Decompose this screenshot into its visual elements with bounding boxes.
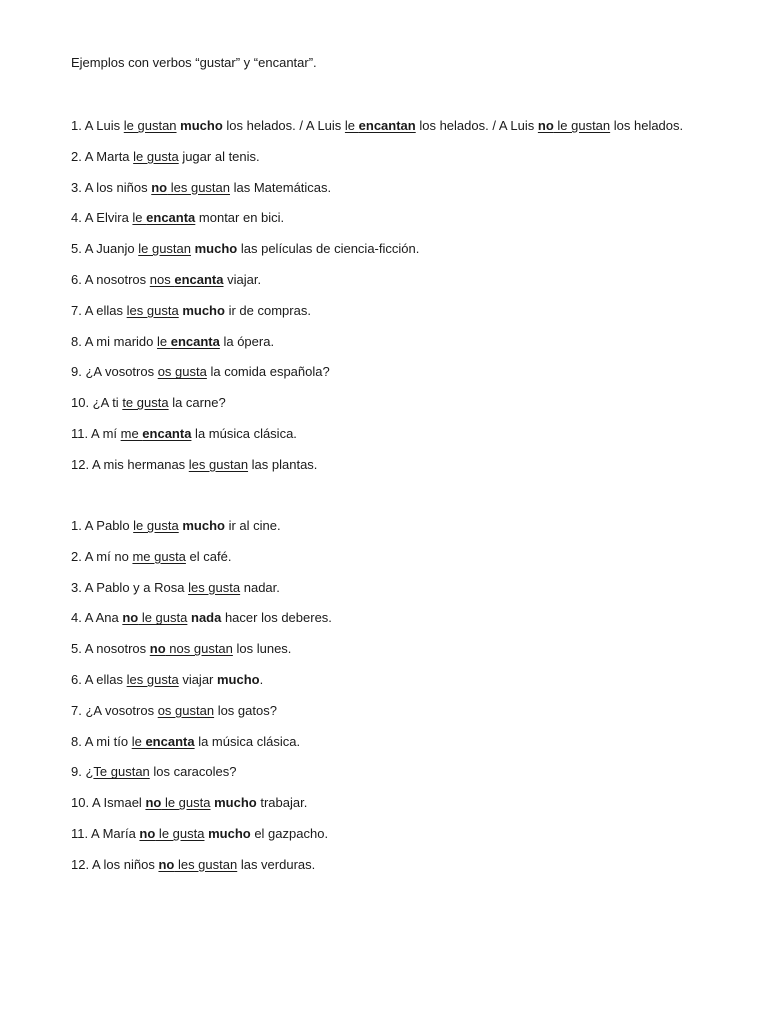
sentence-text: 8. A mi marido	[71, 333, 157, 349]
verb-phrase: les gusta	[126, 671, 179, 687]
sentence-text: 2. A Marta	[71, 148, 134, 164]
emphasis-word: nada	[191, 610, 222, 626]
example-sentence	[71, 609, 332, 640]
sentence-text: 5. A Juanjo	[71, 241, 139, 257]
example-sentence	[71, 794, 332, 825]
sentence-text: trabajar.	[256, 795, 308, 811]
sentence-text: 1. A Luis	[71, 118, 124, 133]
verb-phrase: le gusta	[155, 825, 205, 841]
sentence-text: las Matemáticas.	[230, 179, 332, 195]
example-sentence	[71, 456, 683, 487]
sentence-text: los gatos?	[214, 702, 277, 718]
verb-phrase: le	[132, 210, 147, 226]
sentence-text: 7. A ellas	[71, 302, 127, 318]
example-sentence	[71, 733, 332, 764]
emphasis-word: mucho	[180, 118, 223, 133]
example-sentence	[71, 148, 683, 179]
verb-phrase: le	[156, 333, 171, 349]
verb-phrase: nos	[149, 271, 175, 287]
document-title: Ejemplos con verbos “gustar” y “encantar”.	[71, 55, 317, 70]
example-sentence	[71, 209, 683, 240]
example-sentence	[71, 117, 683, 148]
sentence-text: la carne?	[168, 395, 226, 411]
sentence-text: jugar al tenis.	[178, 148, 260, 164]
sentence-text: 12. A mis hermanas	[71, 456, 189, 472]
sentence-text: el gazpacho.	[250, 825, 329, 841]
verb-phrase-emphasis: encanta	[142, 425, 192, 441]
verb-phrase-emphasis: encantan	[358, 118, 416, 133]
verb-phrase-emphasis: encanta	[145, 733, 195, 749]
sentence-text: hacer los deberes.	[221, 610, 332, 626]
verb-phrase: le gustan	[123, 118, 177, 133]
sentence-text: 4. A Ana	[71, 610, 123, 626]
example-sentence	[71, 579, 332, 610]
verb-phrase-emphasis: no	[149, 641, 166, 657]
emphasis-word: mucho	[182, 302, 225, 318]
example-sentence	[71, 517, 332, 548]
verb-phrase-emphasis: encanta	[146, 210, 196, 226]
sentence-text: 11. A mí	[71, 425, 121, 441]
verb-phrase: Te gustan	[93, 764, 150, 780]
sentence-text: 12. A los niños	[71, 856, 159, 872]
sentence-text: 9. ¿	[71, 764, 94, 780]
verb-phrase: me gusta	[132, 548, 186, 564]
verb-phrase: le gusta	[133, 518, 179, 533]
emphasis-word: mucho	[208, 825, 251, 841]
verb-phrase: os gusta	[157, 364, 207, 380]
sentence-text: 7. ¿A vosotros	[71, 702, 158, 718]
examples-section-1	[71, 117, 683, 487]
sentence-text: 8. A mi tío	[71, 733, 132, 749]
sentence-text: 11. A María	[71, 825, 140, 841]
sentence-text: los helados. / A Luis	[415, 118, 538, 133]
sentence-text: 4. A Elvira	[71, 210, 133, 226]
sentence-text: la música clásica.	[191, 425, 297, 441]
example-sentence	[71, 394, 683, 425]
example-sentence	[71, 640, 332, 671]
verb-phrase-emphasis: no	[537, 118, 554, 133]
example-sentence	[71, 179, 683, 210]
verb-phrase: os gustan	[157, 702, 215, 718]
example-sentence	[71, 240, 683, 271]
verb-phrase-emphasis: no	[151, 179, 168, 195]
verb-phrase: le gusta	[133, 148, 179, 164]
sentence-text: 3. A los niños	[71, 179, 152, 195]
verb-phrase: les gustan	[167, 179, 230, 195]
sentence-text: 2. A mí no	[71, 548, 133, 564]
sentence-text: los helados. / A Luis	[222, 118, 345, 133]
sentence-text: 3. A Pablo y a Rosa	[71, 579, 189, 595]
sentence-text: la ópera.	[219, 333, 275, 349]
verb-phrase: les gustan	[188, 456, 249, 472]
sentence-text: las plantas.	[248, 456, 318, 472]
verb-phrase-emphasis: no	[145, 795, 162, 811]
example-sentence	[71, 856, 332, 887]
example-sentence	[71, 702, 332, 733]
sentence-text: nadar.	[240, 579, 280, 595]
sentence-text: las películas de ciencia-ficción.	[237, 241, 420, 257]
sentence-text: la música clásica.	[194, 733, 301, 749]
verb-phrase: les gustan	[174, 856, 238, 872]
sentence-text: ir de compras.	[224, 302, 311, 318]
sentence-text: viajar.	[223, 271, 262, 287]
examples-section-2	[71, 517, 332, 887]
verb-phrase: nos gustan	[165, 641, 233, 657]
example-sentence	[71, 271, 683, 302]
sentence-text: ir al cine.	[224, 518, 281, 533]
example-sentence	[71, 425, 683, 456]
sentence-text: los caracoles?	[149, 764, 237, 780]
example-sentence	[71, 671, 332, 702]
example-sentence	[71, 548, 332, 579]
sentence-text: 10. A Ismael	[71, 795, 146, 811]
sentence-text: 6. A nosotros	[71, 271, 150, 287]
example-sentence	[71, 363, 683, 394]
sentence-text: los lunes.	[232, 641, 292, 657]
verb-phrase-emphasis: encanta	[170, 333, 220, 349]
verb-phrase: les gusta	[126, 302, 179, 318]
example-sentence	[71, 333, 683, 364]
sentence-text: viajar	[178, 671, 217, 687]
sentence-text: la comida española?	[206, 364, 330, 380]
verb-phrase: les gusta	[188, 579, 241, 595]
sentence-text: 1. A Pablo	[71, 518, 134, 533]
verb-phrase: le gustan	[138, 241, 191, 257]
verb-phrase: le	[131, 733, 146, 749]
verb-phrase: le gustan	[553, 118, 611, 133]
verb-phrase-emphasis: no	[139, 825, 156, 841]
sentence-text: .	[259, 671, 264, 687]
emphasis-word: mucho	[217, 671, 260, 687]
verb-phrase: te gusta	[122, 395, 169, 411]
example-sentence	[71, 302, 683, 333]
emphasis-word: mucho	[182, 518, 225, 533]
verb-phrase-emphasis: encanta	[174, 271, 224, 287]
emphasis-word: mucho	[214, 795, 257, 811]
sentence-text: 9. ¿A vosotros	[71, 364, 158, 380]
verb-phrase: le gusta	[138, 610, 188, 626]
sentence-text: montar en bici.	[195, 210, 285, 226]
verb-phrase: le gusta	[161, 795, 211, 811]
sentence-text: 6. A ellas	[71, 671, 127, 687]
example-sentence	[71, 825, 332, 856]
verb-phrase: me	[120, 425, 143, 441]
sentence-text: 10. ¿A ti	[71, 395, 123, 411]
verb-phrase-emphasis: no	[122, 610, 139, 626]
emphasis-word: mucho	[194, 241, 238, 257]
sentence-text: 5. A nosotros	[71, 641, 150, 657]
verb-phrase-emphasis: no	[158, 856, 175, 872]
sentence-text: las verduras.	[237, 856, 316, 872]
example-sentence	[71, 763, 332, 794]
sentence-text: el café.	[185, 548, 232, 564]
verb-phrase: le	[344, 118, 359, 133]
sentence-text: los helados.	[610, 118, 684, 133]
